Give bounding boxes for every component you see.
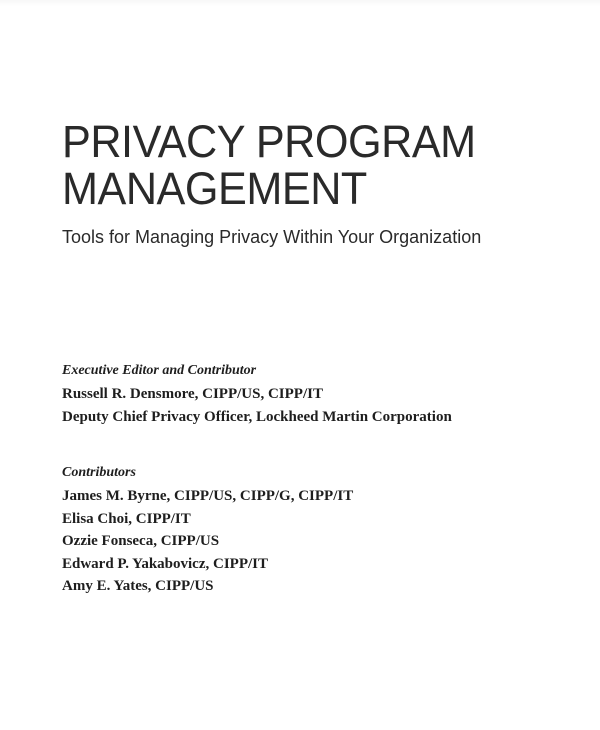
contributors-label: Contributors	[62, 465, 136, 480]
book-subtitle: Tools for Managing Privacy Within Your Organization	[62, 227, 482, 247]
contributor-name: Amy E. Yates, CIPP/US	[62, 578, 214, 594]
contributor-name: Edward P. Yakabovicz, CIPP/IT	[62, 555, 269, 572]
executive-editor-label: Executive Editor and Contributor	[62, 363, 257, 378]
contributor-name: Ozzie Fonseca, CIPP/US	[62, 533, 220, 549]
contributors-section	[62, 463, 582, 598]
executive-editor-section	[62, 361, 582, 428]
contributor-name: James M. Byrne, CIPP/US, CIPP/G, CIPP/IT	[62, 488, 354, 504]
executive-editor-affiliation: Deputy Chief Privacy Officer, Lockheed Martin Corporation	[62, 408, 452, 425]
book-title-line-2: MANAGEMENT	[62, 163, 367, 214]
book-title-line-1: PRIVACY PROGRAM	[62, 116, 476, 167]
executive-editor-name: Russell R. Densmore, CIPP/US, CIPP/IT	[62, 386, 323, 402]
title-block	[62, 118, 582, 248]
contributor-name: Elisa Choi, CIPP/IT	[62, 510, 191, 527]
